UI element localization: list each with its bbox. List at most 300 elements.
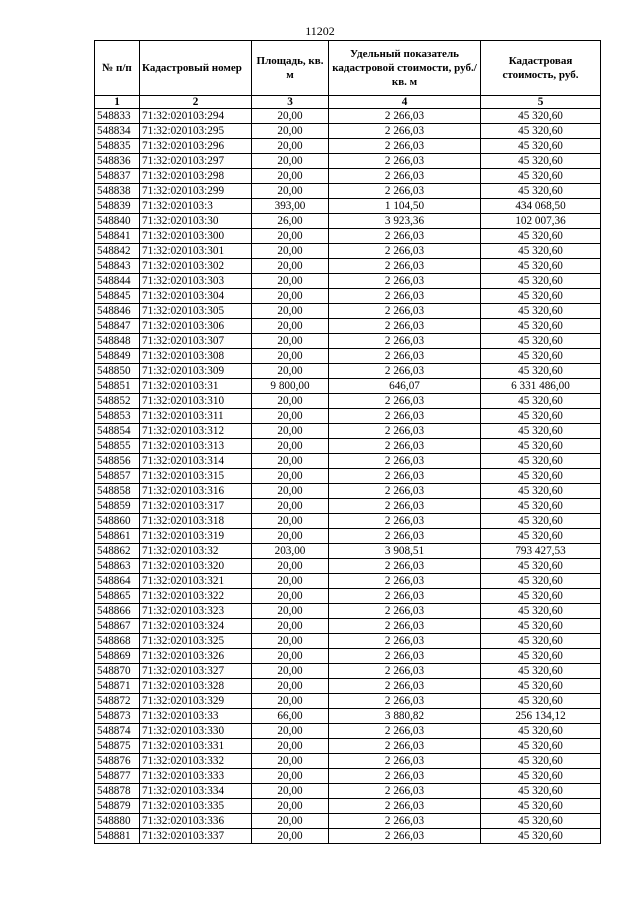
cadastral-value-cell: 45 320,60	[481, 484, 601, 499]
area-cell: 20,00	[252, 184, 329, 199]
row-index-cell: 548877	[95, 769, 140, 784]
area-cell: 20,00	[252, 739, 329, 754]
row-index-cell: 548863	[95, 559, 140, 574]
cadastral-number-cell: 71:32:020103:305	[140, 304, 252, 319]
row-index-cell: 548835	[95, 139, 140, 154]
area-cell: 20,00	[252, 694, 329, 709]
unit-value-cell: 2 266,03	[329, 274, 481, 289]
cadastral-number-cell: 71:32:020103:302	[140, 259, 252, 274]
table-row	[95, 364, 601, 379]
cadastral-number-cell: 71:32:020103:306	[140, 319, 252, 334]
area-cell: 20,00	[252, 244, 329, 259]
cadastral-number-cell: 71:32:020103:323	[140, 604, 252, 619]
cadastral-value-cell: 45 320,60	[481, 574, 601, 589]
cadastral-number-cell: 71:32:020103:327	[140, 664, 252, 679]
table-row	[95, 544, 601, 559]
area-cell: 20,00	[252, 634, 329, 649]
cadastral-number-cell: 71:32:020103:332	[140, 754, 252, 769]
column-number: 4	[329, 96, 481, 109]
table-row	[95, 379, 601, 394]
cadastral-number-cell: 71:32:020103:312	[140, 424, 252, 439]
row-index-cell: 548867	[95, 619, 140, 634]
header-row	[95, 41, 601, 96]
cadastral-value-cell: 45 320,60	[481, 604, 601, 619]
unit-value-cell: 2 266,03	[329, 769, 481, 784]
row-index-cell: 548852	[95, 394, 140, 409]
area-cell: 20,00	[252, 574, 329, 589]
table-row	[95, 529, 601, 544]
row-index-cell: 548854	[95, 424, 140, 439]
cadastral-value-cell: 45 320,60	[481, 289, 601, 304]
table-row	[95, 349, 601, 364]
table-row	[95, 589, 601, 604]
cadastral-value-cell: 45 320,60	[481, 139, 601, 154]
unit-value-cell: 2 266,03	[329, 319, 481, 334]
row-index-cell: 548848	[95, 334, 140, 349]
cadastral-value-cell: 434 068,50	[481, 199, 601, 214]
row-index-cell: 548842	[95, 244, 140, 259]
area-cell: 20,00	[252, 814, 329, 829]
header-cadastral-value: Кадастровая стоимость, руб.	[481, 41, 601, 96]
table-row	[95, 829, 601, 844]
table-row	[95, 784, 601, 799]
column-number: 2	[140, 96, 252, 109]
table-row	[95, 799, 601, 814]
cadastral-number-cell: 71:32:020103:296	[140, 139, 252, 154]
cadastral-value-cell: 45 320,60	[481, 724, 601, 739]
cadastral-number-cell: 71:32:020103:319	[140, 529, 252, 544]
cadastral-value-cell: 45 320,60	[481, 769, 601, 784]
row-index-cell: 548836	[95, 154, 140, 169]
row-index-cell: 548856	[95, 454, 140, 469]
cadastral-value-cell: 45 320,60	[481, 109, 601, 124]
header-cadastral-number: Кадастровый номер	[140, 41, 252, 96]
table-row	[95, 499, 601, 514]
unit-value-cell: 2 266,03	[329, 784, 481, 799]
unit-value-cell: 2 266,03	[329, 829, 481, 844]
table-row	[95, 409, 601, 424]
table-row	[95, 139, 601, 154]
row-index-cell: 548837	[95, 169, 140, 184]
table-row	[95, 769, 601, 784]
cadastral-number-cell: 71:32:020103:301	[140, 244, 252, 259]
table-row	[95, 679, 601, 694]
row-index-cell: 548881	[95, 829, 140, 844]
unit-value-cell: 2 266,03	[329, 754, 481, 769]
cadastral-value-cell: 45 320,60	[481, 514, 601, 529]
row-index-cell: 548866	[95, 604, 140, 619]
table-row	[95, 724, 601, 739]
area-cell: 26,00	[252, 214, 329, 229]
table-row	[95, 469, 601, 484]
area-cell: 20,00	[252, 649, 329, 664]
area-cell: 20,00	[252, 784, 329, 799]
cadastral-value-cell: 45 320,60	[481, 799, 601, 814]
unit-value-cell: 2 266,03	[329, 589, 481, 604]
table-row	[95, 304, 601, 319]
cadastral-value-cell: 102 007,36	[481, 214, 601, 229]
table-body	[95, 109, 601, 844]
table-row	[95, 559, 601, 574]
row-index-cell: 548847	[95, 319, 140, 334]
unit-value-cell: 2 266,03	[329, 424, 481, 439]
unit-value-cell: 2 266,03	[329, 349, 481, 364]
cadastral-value-cell: 45 320,60	[481, 499, 601, 514]
cadastral-number-cell: 71:32:020103:336	[140, 814, 252, 829]
cadastral-number-cell: 71:32:020103:330	[140, 724, 252, 739]
area-cell: 20,00	[252, 469, 329, 484]
cadastral-value-cell: 45 320,60	[481, 454, 601, 469]
cadastral-number-cell: 71:32:020103:320	[140, 559, 252, 574]
table-row	[95, 634, 601, 649]
area-cell: 393,00	[252, 199, 329, 214]
table-row	[95, 259, 601, 274]
area-cell: 20,00	[252, 754, 329, 769]
row-index-cell: 548860	[95, 514, 140, 529]
cadastral-number-cell: 71:32:020103:321	[140, 574, 252, 589]
cadastral-value-cell: 45 320,60	[481, 619, 601, 634]
unit-value-cell: 2 266,03	[329, 364, 481, 379]
cadastral-number-cell: 71:32:020103:307	[140, 334, 252, 349]
table-row	[95, 184, 601, 199]
cadastral-number-cell: 71:32:020103:325	[140, 634, 252, 649]
area-cell: 20,00	[252, 724, 329, 739]
row-index-cell: 548869	[95, 649, 140, 664]
cadastral-value-cell: 45 320,60	[481, 784, 601, 799]
area-cell: 20,00	[252, 769, 329, 784]
row-index-cell: 548850	[95, 364, 140, 379]
unit-value-cell: 2 266,03	[329, 514, 481, 529]
row-index-cell: 548843	[95, 259, 140, 274]
area-cell: 20,00	[252, 364, 329, 379]
unit-value-cell: 2 266,03	[329, 259, 481, 274]
cadastral-value-cell: 45 320,60	[481, 649, 601, 664]
cadastral-value-cell: 45 320,60	[481, 154, 601, 169]
unit-value-cell: 2 266,03	[329, 229, 481, 244]
table-row	[95, 274, 601, 289]
area-cell: 20,00	[252, 484, 329, 499]
area-cell: 20,00	[252, 394, 329, 409]
table-row	[95, 694, 601, 709]
table-row	[95, 319, 601, 334]
table-row	[95, 664, 601, 679]
cadastral-value-cell: 45 320,60	[481, 529, 601, 544]
cadastral-value-cell: 45 320,60	[481, 229, 601, 244]
column-number: 3	[252, 96, 329, 109]
table-row	[95, 709, 601, 724]
cadastral-value-cell: 45 320,60	[481, 184, 601, 199]
cadastral-number-cell: 71:32:020103:334	[140, 784, 252, 799]
area-cell: 20,00	[252, 304, 329, 319]
area-cell: 20,00	[252, 499, 329, 514]
table-row	[95, 199, 601, 214]
column-number: 5	[481, 96, 601, 109]
table-row	[95, 214, 601, 229]
cadastral-number-cell: 71:32:020103:317	[140, 499, 252, 514]
area-cell: 20,00	[252, 289, 329, 304]
row-index-cell: 548871	[95, 679, 140, 694]
table-row	[95, 169, 601, 184]
area-cell: 20,00	[252, 319, 329, 334]
area-cell: 20,00	[252, 514, 329, 529]
row-index-cell: 548844	[95, 274, 140, 289]
unit-value-cell: 2 266,03	[329, 409, 481, 424]
unit-value-cell: 2 266,03	[329, 559, 481, 574]
unit-value-cell: 2 266,03	[329, 169, 481, 184]
table-row	[95, 334, 601, 349]
cadastral-number-cell: 71:32:020103:328	[140, 679, 252, 694]
row-index-cell: 548864	[95, 574, 140, 589]
unit-value-cell: 2 266,03	[329, 469, 481, 484]
table-row	[95, 604, 601, 619]
cadastral-number-cell: 71:32:020103:308	[140, 349, 252, 364]
area-cell: 20,00	[252, 829, 329, 844]
unit-value-cell: 2 266,03	[329, 604, 481, 619]
cadastral-number-cell: 71:32:020103:310	[140, 394, 252, 409]
cadastral-number-cell: 71:32:020103:329	[140, 694, 252, 709]
area-cell: 20,00	[252, 619, 329, 634]
area-cell: 20,00	[252, 109, 329, 124]
row-index-cell: 548880	[95, 814, 140, 829]
row-index-cell: 548834	[95, 124, 140, 139]
unit-value-cell: 2 266,03	[329, 664, 481, 679]
table-row	[95, 424, 601, 439]
row-index-cell: 548874	[95, 724, 140, 739]
unit-value-cell: 1 104,50	[329, 199, 481, 214]
table-row	[95, 394, 601, 409]
unit-value-cell: 2 266,03	[329, 634, 481, 649]
area-cell: 20,00	[252, 559, 329, 574]
unit-value-cell: 2 266,03	[329, 574, 481, 589]
area-cell: 20,00	[252, 604, 329, 619]
cadastral-value-cell: 45 320,60	[481, 334, 601, 349]
cadastral-value-cell: 45 320,60	[481, 679, 601, 694]
area-cell: 20,00	[252, 349, 329, 364]
unit-value-cell: 2 266,03	[329, 184, 481, 199]
cadastral-number-cell: 71:32:020103:314	[140, 454, 252, 469]
area-cell: 20,00	[252, 454, 329, 469]
cadastral-number-cell: 71:32:020103:294	[140, 109, 252, 124]
cadastral-value-cell: 45 320,60	[481, 349, 601, 364]
unit-value-cell: 2 266,03	[329, 694, 481, 709]
cadastral-number-cell: 71:32:020103:299	[140, 184, 252, 199]
row-index-cell: 548851	[95, 379, 140, 394]
area-cell: 66,00	[252, 709, 329, 724]
row-index-cell: 548868	[95, 634, 140, 649]
cadastral-number-cell: 71:32:020103:335	[140, 799, 252, 814]
header-area: Площадь, кв. м	[252, 41, 329, 96]
unit-value-cell: 2 266,03	[329, 649, 481, 664]
area-cell: 20,00	[252, 169, 329, 184]
column-number-row	[95, 96, 601, 109]
cadastral-value-cell: 45 320,60	[481, 589, 601, 604]
header-unit-value: Удельный показатель кадастровой стоимости, руб./кв. м	[329, 41, 481, 96]
table-row	[95, 109, 601, 124]
cadastral-value-cell: 45 320,60	[481, 304, 601, 319]
row-index-cell: 548853	[95, 409, 140, 424]
row-index-cell: 548876	[95, 754, 140, 769]
unit-value-cell: 2 266,03	[329, 799, 481, 814]
unit-value-cell: 2 266,03	[329, 154, 481, 169]
unit-value-cell: 2 266,03	[329, 619, 481, 634]
area-cell: 20,00	[252, 799, 329, 814]
table-row	[95, 454, 601, 469]
cadastral-number-cell: 71:32:020103:32	[140, 544, 252, 559]
row-index-cell: 548849	[95, 349, 140, 364]
table-row	[95, 124, 601, 139]
area-cell: 20,00	[252, 334, 329, 349]
cadastral-value-cell: 45 320,60	[481, 634, 601, 649]
cadastral-value-cell: 45 320,60	[481, 739, 601, 754]
row-index-cell: 548878	[95, 784, 140, 799]
header-index: № п/п	[95, 41, 140, 96]
row-index-cell: 548865	[95, 589, 140, 604]
cadastral-number-cell: 71:32:020103:318	[140, 514, 252, 529]
cadastral-value-cell: 256 134,12	[481, 709, 601, 724]
cadastral-value-cell: 45 320,60	[481, 319, 601, 334]
cadastral-number-cell: 71:32:020103:337	[140, 829, 252, 844]
cadastral-number-cell: 71:32:020103:315	[140, 469, 252, 484]
table-row	[95, 739, 601, 754]
table-row	[95, 574, 601, 589]
table-row	[95, 289, 601, 304]
unit-value-cell: 2 266,03	[329, 739, 481, 754]
unit-value-cell: 2 266,03	[329, 139, 481, 154]
unit-value-cell: 2 266,03	[329, 724, 481, 739]
cadastral-value-cell: 6 331 486,00	[481, 379, 601, 394]
row-index-cell: 548855	[95, 439, 140, 454]
cadastral-value-cell: 45 320,60	[481, 394, 601, 409]
table-row	[95, 754, 601, 769]
table-row	[95, 154, 601, 169]
area-cell: 20,00	[252, 409, 329, 424]
row-index-cell: 548862	[95, 544, 140, 559]
cadastral-number-cell: 71:32:020103:316	[140, 484, 252, 499]
table-row	[95, 484, 601, 499]
row-index-cell: 548859	[95, 499, 140, 514]
cadastral-number-cell: 71:32:020103:295	[140, 124, 252, 139]
cadastral-value-cell: 45 320,60	[481, 409, 601, 424]
table-row	[95, 619, 601, 634]
cadastral-value-cell: 45 320,60	[481, 169, 601, 184]
unit-value-cell: 2 266,03	[329, 394, 481, 409]
area-cell: 20,00	[252, 679, 329, 694]
unit-value-cell: 2 266,03	[329, 454, 481, 469]
unit-value-cell: 2 266,03	[329, 304, 481, 319]
cadastral-number-cell: 71:32:020103:311	[140, 409, 252, 424]
unit-value-cell: 2 266,03	[329, 679, 481, 694]
cadastral-value-cell: 793 427,53	[481, 544, 601, 559]
cadastral-number-cell: 71:32:020103:331	[140, 739, 252, 754]
unit-value-cell: 2 266,03	[329, 499, 481, 514]
cadastral-number-cell: 71:32:020103:324	[140, 619, 252, 634]
unit-value-cell: 2 266,03	[329, 814, 481, 829]
area-cell: 20,00	[252, 229, 329, 244]
row-index-cell: 548839	[95, 199, 140, 214]
area-cell: 20,00	[252, 139, 329, 154]
area-cell: 20,00	[252, 529, 329, 544]
row-index-cell: 548875	[95, 739, 140, 754]
unit-value-cell: 646,07	[329, 379, 481, 394]
row-index-cell: 548841	[95, 229, 140, 244]
cadastral-value-cell: 45 320,60	[481, 274, 601, 289]
unit-value-cell: 2 266,03	[329, 244, 481, 259]
cadastral-value-cell: 45 320,60	[481, 559, 601, 574]
unit-value-cell: 3 908,51	[329, 544, 481, 559]
row-index-cell: 548857	[95, 469, 140, 484]
cadastral-number-cell: 71:32:020103:3	[140, 199, 252, 214]
column-number: 1	[95, 96, 140, 109]
unit-value-cell: 2 266,03	[329, 439, 481, 454]
row-index-cell: 548846	[95, 304, 140, 319]
unit-value-cell: 2 266,03	[329, 334, 481, 349]
area-cell: 20,00	[252, 259, 329, 274]
cadastral-number-cell: 71:32:020103:297	[140, 154, 252, 169]
cadastral-number-cell: 71:32:020103:30	[140, 214, 252, 229]
cadastral-number-cell: 71:32:020103:309	[140, 364, 252, 379]
row-index-cell: 548840	[95, 214, 140, 229]
area-cell: 20,00	[252, 154, 329, 169]
table-row	[95, 814, 601, 829]
cadastral-number-cell: 71:32:020103:333	[140, 769, 252, 784]
cadastral-value-cell: 45 320,60	[481, 259, 601, 274]
row-index-cell: 548838	[95, 184, 140, 199]
row-index-cell: 548879	[95, 799, 140, 814]
cadastral-number-cell: 71:32:020103:313	[140, 439, 252, 454]
unit-value-cell: 2 266,03	[329, 109, 481, 124]
cadastral-value-cell: 45 320,60	[481, 124, 601, 139]
table-row	[95, 439, 601, 454]
unit-value-cell: 2 266,03	[329, 529, 481, 544]
row-index-cell: 548858	[95, 484, 140, 499]
cadastral-value-cell: 45 320,60	[481, 754, 601, 769]
area-cell: 20,00	[252, 664, 329, 679]
cadastral-number-cell: 71:32:020103:322	[140, 589, 252, 604]
row-index-cell: 548870	[95, 664, 140, 679]
cadastral-number-cell: 71:32:020103:298	[140, 169, 252, 184]
cadastral-value-cell: 45 320,60	[481, 469, 601, 484]
cadastral-value-cell: 45 320,60	[481, 364, 601, 379]
area-cell: 20,00	[252, 439, 329, 454]
cadastral-value-cell: 45 320,60	[481, 244, 601, 259]
cadastral-value-cell: 45 320,60	[481, 424, 601, 439]
cadastral-number-cell: 71:32:020103:303	[140, 274, 252, 289]
row-index-cell: 548833	[95, 109, 140, 124]
area-cell: 20,00	[252, 274, 329, 289]
table-row	[95, 649, 601, 664]
cadastral-number-cell: 71:32:020103:304	[140, 289, 252, 304]
unit-value-cell: 3 923,36	[329, 214, 481, 229]
cadastral-value-cell: 45 320,60	[481, 694, 601, 709]
cadastral-value-cell: 45 320,60	[481, 829, 601, 844]
cadastral-number-cell: 71:32:020103:33	[140, 709, 252, 724]
cadastral-value-cell: 45 320,60	[481, 814, 601, 829]
cadastral-number-cell: 71:32:020103:300	[140, 229, 252, 244]
cadastral-number-cell: 71:32:020103:326	[140, 649, 252, 664]
unit-value-cell: 2 266,03	[329, 484, 481, 499]
area-cell: 20,00	[252, 124, 329, 139]
table-row	[95, 514, 601, 529]
row-index-cell: 548872	[95, 694, 140, 709]
unit-value-cell: 2 266,03	[329, 124, 481, 139]
page-number: 11202	[305, 24, 335, 38]
cadastral-number-cell: 71:32:020103:31	[140, 379, 252, 394]
table-row	[95, 244, 601, 259]
cadastre-table	[94, 40, 601, 844]
row-index-cell: 548861	[95, 529, 140, 544]
unit-value-cell: 3 880,82	[329, 709, 481, 724]
table-row	[95, 229, 601, 244]
